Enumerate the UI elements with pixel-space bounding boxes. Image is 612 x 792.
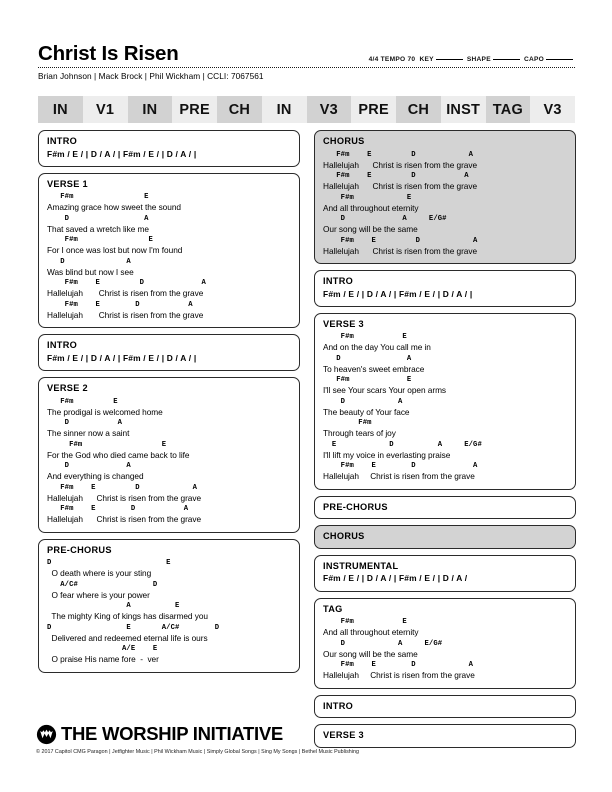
section-label: TAG <box>323 603 343 614</box>
lyric-row: And all throughout eternity <box>323 202 419 213</box>
lyric-row: I'll see Your scars Your open arms <box>323 385 447 396</box>
section-label: INTRO <box>47 340 78 351</box>
chord-row: F#m E D A <box>47 483 198 492</box>
section-label: PRE-CHORUS <box>47 544 112 555</box>
chord-row: D A <box>47 462 131 471</box>
roadmap-cell-v1-1[interactable]: V1 <box>83 96 128 123</box>
lyric-line <box>47 237 291 257</box>
section-label: VERSE 2 <box>47 383 88 394</box>
chord-row: F#m E D A <box>47 505 189 514</box>
song-roadmap <box>38 96 575 123</box>
lyric-line <box>323 173 567 193</box>
roadmap-cell-pre-7[interactable]: PRE <box>351 96 396 123</box>
time-signature: 4/4 <box>368 55 379 63</box>
section-label: CHORUS <box>323 136 365 146</box>
chord-row: D A <box>323 354 412 363</box>
section-pre-chorus <box>38 539 300 673</box>
section-instrumental <box>314 555 576 592</box>
chord-row: A/C# D <box>47 580 158 589</box>
lyric-row: Hallelujah Christ is risen from the grave <box>323 670 475 681</box>
capo-label: CAPO <box>523 55 544 63</box>
chord-row: F#m E D A <box>323 150 474 159</box>
page-footer <box>36 724 576 755</box>
chord-progression: F#m / E / | D / A / | F#m / E / | D / A / | <box>323 288 473 299</box>
chord-row: F#m E D A <box>323 462 478 471</box>
lyric-line <box>47 463 291 483</box>
lyric-row: Hallelujah Christ is risen from the grave <box>47 514 202 525</box>
lyric-row: O fear where is your power <box>47 589 150 600</box>
shape-label: SHAPE <box>466 55 491 63</box>
lyric-block <box>323 152 567 258</box>
lyric-row: The prodigal is welcomed home <box>47 406 163 417</box>
lyric-row: Hallelujah Christ is risen from the grave <box>323 159 478 170</box>
tempo-value: 70 <box>407 55 416 63</box>
section-label: PRE-CHORUS <box>323 501 388 512</box>
roadmap-cell-v3-11[interactable]: V3 <box>530 96 575 123</box>
chord-row: D A <box>323 397 403 406</box>
roadmap-cell-in-5[interactable]: IN <box>262 96 307 123</box>
lyric-line <box>47 625 291 645</box>
lyric-line <box>47 216 291 236</box>
lyric-row: I'll lift my voice in everlasting praise <box>323 449 451 460</box>
key-label: KEY <box>419 55 434 63</box>
lyric-row: To heaven's sweet embrace <box>323 363 425 374</box>
copyright-line: © 2017 Capitol CMG Paragon | Jetfighter Music | Phil Wickham Music | Simply Global Songs | Sing My Songs | Bethel Music Publishing <box>36 749 359 755</box>
section-intro-4 <box>314 695 576 719</box>
chord-row: F#m E <box>323 193 412 202</box>
lyric-line <box>47 603 291 623</box>
lyric-row: The sinner now a saint <box>47 428 130 439</box>
lyric-row: Hallelujah Christ is risen from the grave <box>47 492 202 503</box>
section-label: VERSE 3 <box>323 318 364 329</box>
lyric-block <box>47 194 291 321</box>
lyric-row: The mighty King of kings has disarmed you <box>47 611 208 622</box>
header-divider <box>38 67 575 68</box>
capo-blank[interactable] <box>546 59 573 60</box>
section-label: VERSE 3 <box>323 730 364 741</box>
section-label: INSTRUMENTAL <box>323 560 399 571</box>
lyric-line <box>323 619 567 639</box>
chord-progression: F#m / E / | D / A / | F#m / E / | D / A / | <box>47 352 197 363</box>
lyric-line <box>323 641 567 661</box>
lyric-line <box>323 420 567 440</box>
chord-row: F#m E D A <box>323 661 474 670</box>
tempo-label: TEMPO <box>380 55 406 63</box>
chord-row: D A E/G# <box>323 639 443 648</box>
chord-row: F#m E <box>47 397 118 406</box>
chord-row: D E A/C# D <box>47 623 220 632</box>
chord-row: F#m <box>323 419 372 428</box>
chord-row: F#m E D A <box>323 236 478 245</box>
chord-row: E D A E/G# <box>323 440 482 449</box>
left-column <box>38 130 300 679</box>
lyric-line <box>47 560 291 580</box>
roadmap-cell-ch-4[interactable]: CH <box>217 96 262 123</box>
worship-initiative-logo-icon <box>36 724 57 745</box>
lyric-line <box>323 377 567 397</box>
lyric-line <box>323 356 567 376</box>
chord-row: F#m E <box>47 193 149 202</box>
roadmap-cell-tag-10[interactable]: TAG <box>486 96 531 123</box>
section-pre-chorus-2 <box>314 496 576 520</box>
lyric-block <box>323 334 567 483</box>
section-intro-1 <box>38 130 300 167</box>
section-label: CHORUS <box>323 531 365 542</box>
lyric-line <box>323 216 567 236</box>
lyric-line <box>323 238 567 258</box>
lyric-row: Our song will be the same <box>323 648 418 659</box>
section-verse-1 <box>38 173 300 329</box>
chord-row: F#m E D A <box>47 300 193 309</box>
section-intro-3 <box>314 270 576 307</box>
section-label: INTRO <box>47 136 78 146</box>
lyric-row: O death where is your sting <box>47 568 152 579</box>
chord-row: D A <box>47 214 149 223</box>
lyric-line <box>323 334 567 354</box>
section-verse-3 <box>314 313 576 490</box>
section-verse-2 <box>38 377 300 533</box>
lyric-line <box>323 399 567 419</box>
lyric-row: Amazing grace how sweet the sound <box>47 202 181 213</box>
lyric-line <box>47 485 291 505</box>
lyric-line <box>47 280 291 300</box>
page-title: Christ Is Risen <box>38 42 179 65</box>
lyric-line <box>323 195 567 215</box>
chord-row: F#m E <box>47 236 153 245</box>
chord-progression: F#m / E / | D / A / | F#m / E / | D / A / <box>323 573 468 584</box>
lyric-line <box>47 302 291 322</box>
lyric-row: Through tears of joy <box>323 428 396 439</box>
lyric-line <box>47 582 291 602</box>
roadmap-cell-inst-9[interactable]: INST <box>441 96 486 123</box>
lyric-line <box>47 399 291 419</box>
chord-row: F#m E D A <box>323 172 469 180</box>
roadmap-cell-ch-8[interactable]: CH <box>396 96 441 123</box>
title-row <box>38 44 575 65</box>
chord-progression: F#m / E / | D / A / | F#m / E / | D / A / | <box>47 148 197 159</box>
lyric-row: The beauty of Your face <box>323 406 410 417</box>
section-label: VERSE 1 <box>47 178 88 189</box>
brand-lockup <box>36 724 576 745</box>
lyric-row: And on the day You call me in <box>323 342 431 353</box>
chord-row: A/E E <box>47 645 158 654</box>
song-credits: Brian Johnson | Mack Brock | Phil Wickham | CCLI: 7067561 <box>38 70 264 81</box>
lyric-row: Hallelujah Christ is risen from the grave <box>323 471 475 482</box>
lyric-line <box>323 662 567 682</box>
lyric-line <box>47 420 291 440</box>
brand-name: THE WORSHIP INITIATIVE <box>61 723 283 745</box>
right-column <box>314 130 576 754</box>
lyric-line <box>47 194 291 214</box>
lyric-row: Hallelujah Christ is risen from the grave <box>47 309 204 320</box>
chord-row: D E <box>47 559 171 568</box>
lyric-line <box>323 152 567 172</box>
chord-row: F#m E <box>323 618 407 627</box>
lyric-row: Hallelujah Christ is risen from the grave <box>323 181 478 191</box>
lyric-line <box>47 646 291 666</box>
chord-row: A E <box>47 602 180 611</box>
song-meta <box>369 56 575 65</box>
key-blank[interactable] <box>436 59 463 60</box>
chord-row: D A <box>47 257 131 266</box>
lyric-row: O praise His name fore - ver <box>47 654 159 665</box>
lyric-row: Hallelujah Christ is risen from the grave <box>47 288 204 299</box>
section-chorus-1 <box>314 130 576 264</box>
roadmap-cell-v3-6[interactable]: V3 <box>307 96 352 123</box>
lyric-line <box>323 463 567 483</box>
section-intro-2 <box>38 334 300 371</box>
lyric-row: And everything is changed <box>47 471 144 482</box>
chord-row: F#m E D A <box>47 279 206 288</box>
chord-row: D A <box>47 419 123 428</box>
section-label: INTRO <box>323 700 354 711</box>
page-header <box>38 44 575 81</box>
section-tag <box>314 598 576 689</box>
lyric-block <box>47 399 291 526</box>
section-chorus-2 <box>314 525 576 549</box>
lyric-line <box>47 259 291 279</box>
chord-row: F#m E <box>323 333 407 342</box>
chord-row: D A E/G# <box>323 215 447 223</box>
lyric-row: Delivered and redeemed eternal life is ours <box>47 632 208 643</box>
lyric-row: And all throughout eternity <box>323 627 419 638</box>
lyric-row: That saved a wretch like me <box>47 223 149 234</box>
lyric-line <box>323 442 567 462</box>
chord-row: F#m E <box>323 376 412 385</box>
lyric-row: Our song will be the same <box>323 224 418 234</box>
roadmap-cell-in-0[interactable]: IN <box>38 96 83 123</box>
lyric-row: Hallelujah Christ is risen from the grave <box>323 245 478 256</box>
lyric-block <box>47 560 291 666</box>
lyric-block <box>323 619 567 682</box>
roadmap-cell-in-2[interactable]: IN <box>128 96 173 123</box>
lyric-line <box>47 506 291 526</box>
lyric-row: Was blind but now I see <box>47 266 134 277</box>
section-label: INTRO <box>323 276 354 286</box>
lyric-line <box>47 442 291 462</box>
lyric-row: For the God who died came back to life <box>47 449 190 460</box>
chord-row: F#m E <box>47 440 167 449</box>
roadmap-cell-pre-3[interactable]: PRE <box>172 96 217 123</box>
shape-blank[interactable] <box>493 59 520 60</box>
lyric-row: For I once was lost but now I'm found <box>47 245 183 256</box>
